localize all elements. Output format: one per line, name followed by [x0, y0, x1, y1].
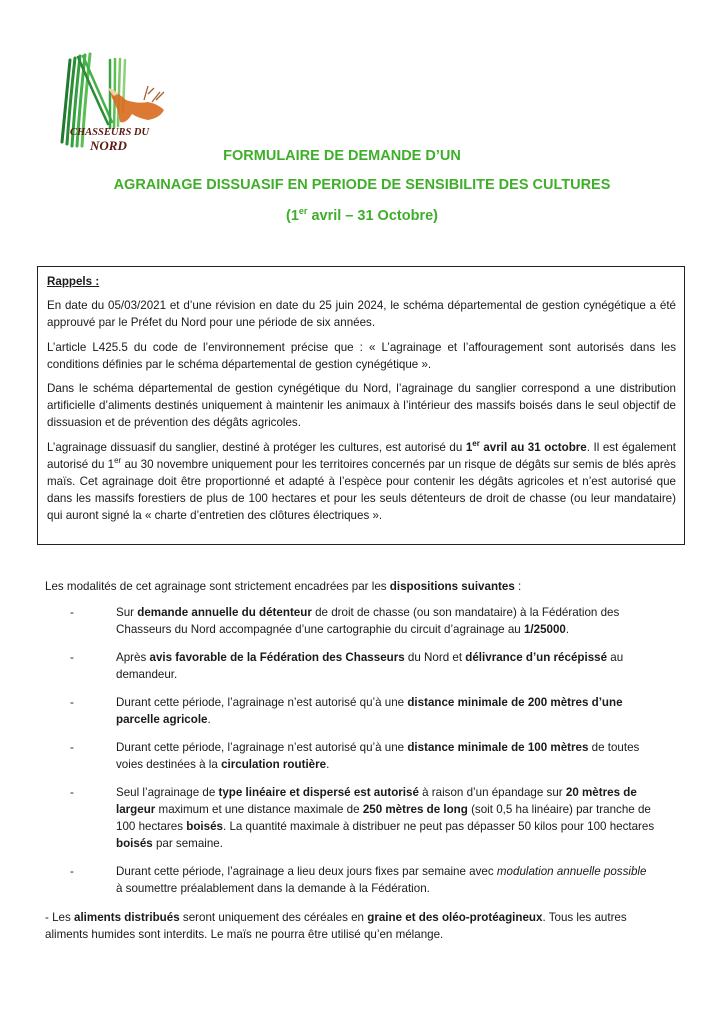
- modalites-intro: Les modalités de cet agrainage sont strictement encadrées par les dispositions suivantes :: [45, 580, 522, 593]
- chasseurs-du-nord-logo: [48, 42, 178, 160]
- svg-text:CHASSEURS DU: CHASSEURS DU: [70, 127, 150, 138]
- logo-grass-deer-icon: [48, 42, 178, 160]
- list-item: - Durant cette période, l’agrainage a lieu deux jours fixes par semaine avec modulation annuelle possible à soumettre préalablement dans la demande à la Fédération.: [70, 865, 647, 895]
- list-item: - Durant cette période, l’agrainage n’est autorisé qu’à une distance minimale de 200 mètres d’une parcelle agricole.: [70, 696, 623, 726]
- list-item: - Après avis favorable de la Fédération des Chasseurs du Nord et délivrance d’un récépissé au demandeur.: [70, 651, 624, 681]
- form-title-line1: FORMULAIRE DE DEMANDE D’UN: [223, 148, 461, 164]
- rappels-paragraph-2: L’article L425.5 du code de l’environnement précise que : « L’agrainage et l’affouragement sont autorisés dans les conditions définies par le schéma départemental de gestion cynégétique ».: [47, 340, 676, 371]
- list-item: - Seul l’agrainage de type linéaire et dispersé est autorisé à raison d’un épandage sur 20 mètres de largeur maximum et une distance maximale de 250 mètres de long (soit 0,5 ha linéaire) par tranche de 100 hectares boisés. La quantité maximale à distribuer ne peut pas dépasser 50 kilos pour 100 hectares boisés par semaine.: [70, 786, 655, 850]
- rappels-paragraph-3: Dans le schéma départemental de gestion cynégétique du Nord, l’agrainage du sanglier correspond a une distribution artificielle d’aliments destinés uniquement à maintenir les animaux à l’intérieur des massifs boisés dans le seul objectif de dissuasion et de prévention des dégâts agricoles.: [47, 382, 676, 430]
- list-item: - Sur demande annuelle du détenteur de droit de chasse (ou son mandataire) à la Fédération des Chasseurs du Nord accompagnée d’une cartographie du circuit d’agrainage au 1/25000.: [70, 606, 620, 636]
- rappels-paragraph-4: L’agrainage dissuasif du sanglier, destiné à protéger les cultures, est autorisé du 1er avril au 31 octobre. Il est également autorisé du 1er au 30 novembre uniquement pour les territoires concernés par un risque de dégâts sur semis de blés après maïs. Cet agrainage doit être proportionné et adapté à l’espèce pour contenir les dégâts agricoles et n’est autorisé que dans les massifs forestiers de plus de 100 hectares et pour les seuls détenteurs de droit de chasse (ou leur mandataire) qui auront signé la « charte d’entretien des clôtures électriques ».: [47, 438, 676, 523]
- list-item: - Durant cette période, l’agrainage n’est autorisé qu’à une distance minimale de 100 mètres de toutes voies destinées à la circulation routière.: [70, 741, 640, 771]
- form-title-line2: AGRAINAGE DISSUASIF EN PERIODE DE SENSIBILITE DES CULTURES: [113, 177, 611, 193]
- rappels-paragraph-1: En date du 05/03/2021 et d’une révision en date du 25 juin 2024, le schéma départemental de gestion cynégétique a été approuvé par le Préfet du Nord pour une période de six années.: [47, 299, 676, 330]
- dispositions-list: [45, 604, 685, 897]
- aliments-note: - Les aliments distribués seront uniquement des céréales en graine et des oléo-protéagineux. Tous les autres aliments humides sont interdits. Le maïs ne pourra être utilisé qu’en mélange.: [45, 911, 627, 941]
- form-period: (1er avril – 31 Octobre): [286, 206, 438, 224]
- modalites-section: [45, 578, 685, 943]
- rappels-box: [37, 266, 685, 545]
- svg-text:NORD: NORD: [90, 138, 127, 153]
- rappels-heading: Rappels :: [47, 275, 100, 288]
